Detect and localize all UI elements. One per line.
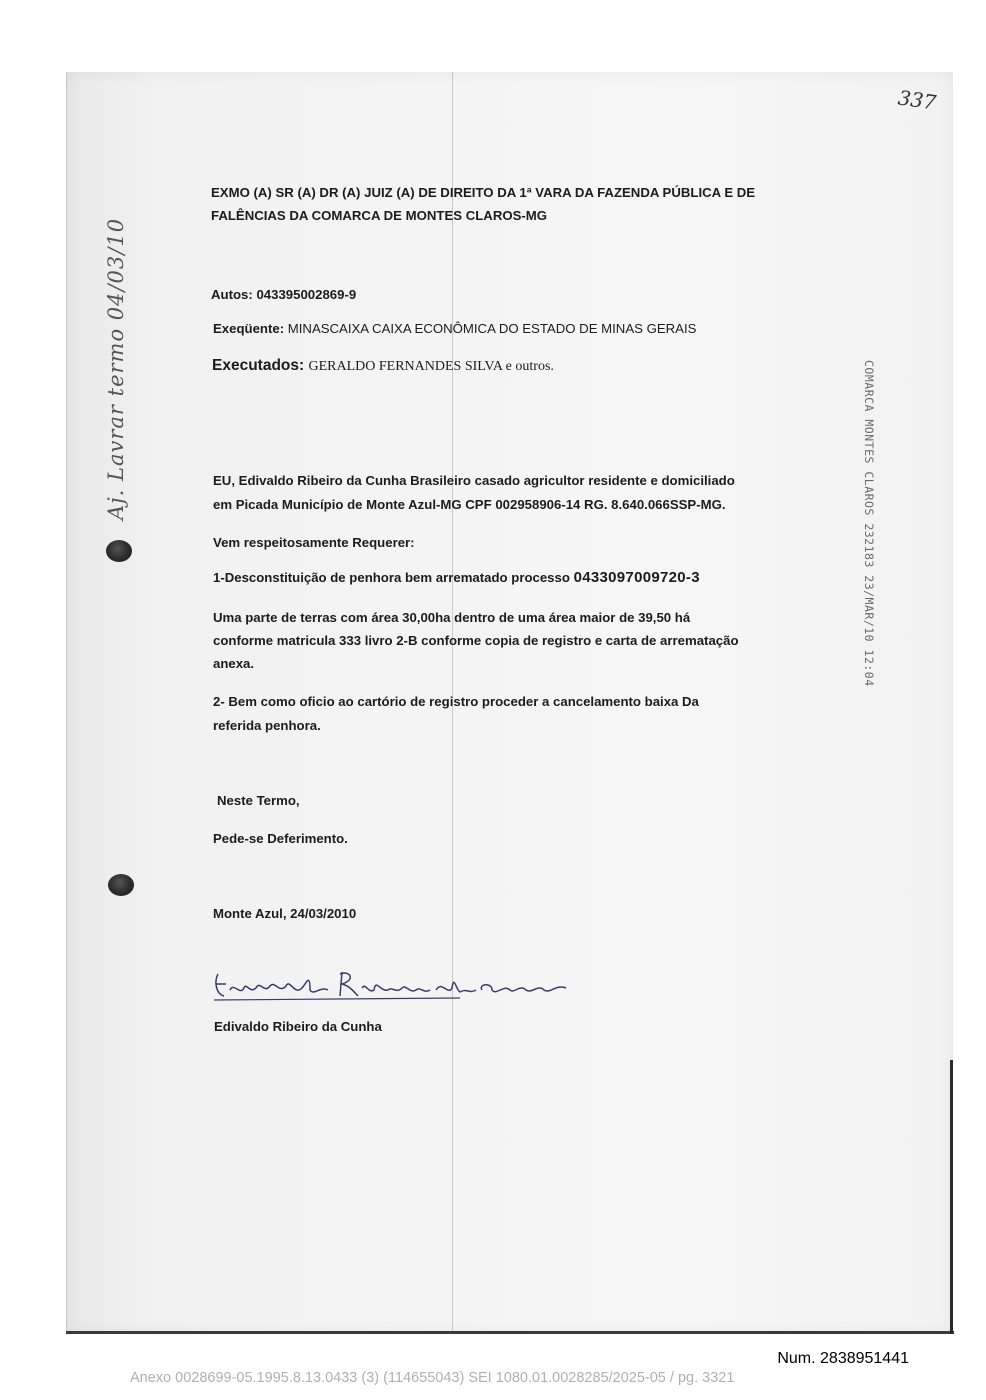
signer-name: Edivaldo Ribeiro da Cunha bbox=[214, 1019, 382, 1034]
executados-line bbox=[212, 357, 554, 375]
description-line-1: Uma parte de terras com área 30,00ha dentro de uma área maior de 39,50 há bbox=[213, 610, 691, 625]
description-line-2: conforme matricula 333 livro 2-B conforme copia de registro e carta de arrematação bbox=[213, 633, 739, 648]
exequente-value: MINASCAIXA CAIXA ECONÔMICA DO ESTADO DE MINAS GERAIS bbox=[287, 321, 697, 336]
footer-document-number: Num. 2838951441 bbox=[777, 1350, 909, 1367]
footer-annex-reference: Anexo 0028699-05.1995.8.13.0433 (3) (114655043) SEI 1080.01.0028285/2025-05 / pg. 3321 bbox=[130, 1370, 735, 1386]
protocol-stamp: COMARCA MONTES CLAROS 232183 23/MAR/10 12:04 bbox=[862, 360, 876, 687]
request-line: Vem respeitosamente Requerer: bbox=[213, 535, 415, 550]
intro-line-2: em Picada Município de Monte Azul-MG CPF 002958906-14 RG. 8.640.066SSP-MG. bbox=[213, 497, 726, 512]
item-2-line-1: 2- Bem como oficio ao cartório de registro proceder a cancelamento baixa Da bbox=[213, 694, 699, 709]
handwritten-margin-note: Aj. Lavrar termo 04/03/10 bbox=[104, 217, 128, 520]
neste-termo: Neste Termo, bbox=[217, 793, 300, 808]
handwritten-signature bbox=[210, 960, 590, 1010]
autos-line bbox=[211, 287, 356, 302]
executados-label: Executados: bbox=[212, 357, 305, 374]
header-line-1: EXMO (A) SR (A) DR (A) JUIZ (A) DE DIREITO DA 1ª VARA DA FAZENDA PÚBLICA E DE bbox=[211, 185, 756, 200]
description-line-3: anexa. bbox=[213, 656, 255, 671]
pede-deferimento: Pede-se Deferimento. bbox=[213, 831, 348, 846]
scan-edge-right bbox=[950, 1060, 953, 1334]
autos-value: 043395002869-9 bbox=[256, 287, 357, 302]
handwritten-page-number: 337 bbox=[896, 85, 938, 115]
item-2-line-2: referida penhora. bbox=[213, 718, 321, 733]
intro-line-1: EU, Edivaldo Ribeiro da Cunha Brasileiro casado agricultor residente e domiciliado bbox=[213, 473, 735, 488]
exequente-label: Exeqüente: bbox=[213, 321, 285, 336]
header-line-2: FALÊNCIAS DA COMARCA DE MONTES CLAROS-MG bbox=[211, 208, 548, 223]
punch-hole-top bbox=[106, 540, 132, 562]
place-and-date: Monte Azul, 24/03/2010 bbox=[213, 906, 357, 921]
item-1-process-number: 0433097009720-3 bbox=[573, 569, 700, 586]
executados-value: GERALDO FERNANDES SILVA e outros. bbox=[308, 359, 554, 374]
exequente-line bbox=[213, 321, 696, 336]
item-1-line bbox=[213, 569, 700, 586]
autos-label: Autos: bbox=[211, 287, 253, 302]
item-1-text: 1-Desconstituição de penhora bem arrematado processo bbox=[213, 570, 570, 585]
scan-edge-bottom bbox=[66, 1331, 954, 1334]
punch-hole-bottom bbox=[108, 874, 134, 896]
